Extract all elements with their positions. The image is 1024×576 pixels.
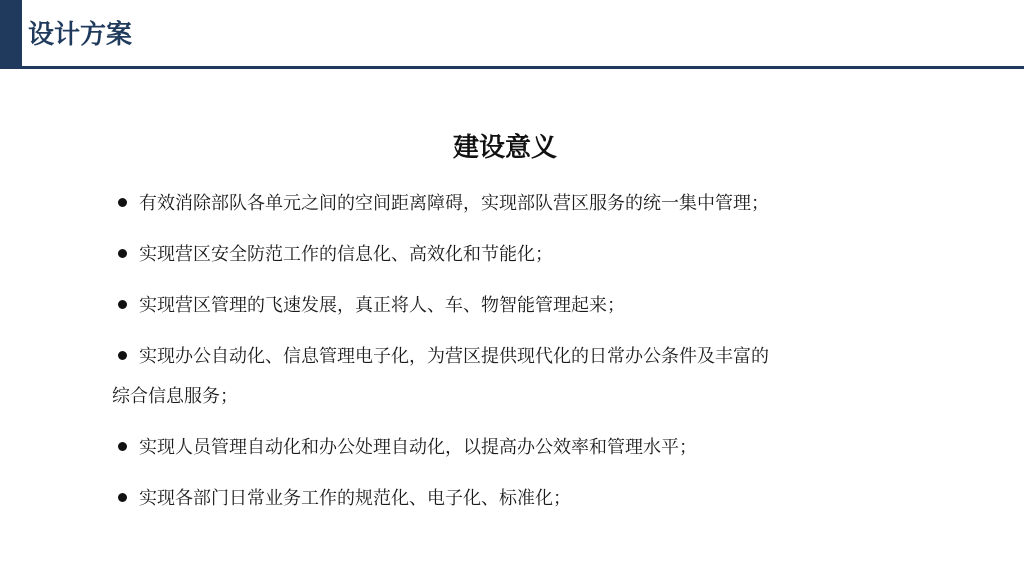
list-item <box>112 337 906 417</box>
bullet-dot-icon <box>118 493 127 502</box>
list-item-text: 实现办公自动化、信息管理电子化，为营区提供现代化的日常办公条件及丰富的 <box>139 346 769 367</box>
list-item <box>116 286 906 326</box>
bullet-list <box>112 184 906 530</box>
bullet-dot-icon <box>118 351 127 360</box>
list-item <box>116 479 906 519</box>
page-title: 设计方案 <box>28 20 133 50</box>
header-divider <box>22 66 1024 69</box>
list-item <box>116 235 906 275</box>
list-item-text: 实现营区安全防范工作的信息化、高效化和节能化； <box>139 244 553 265</box>
header-accent-bar <box>0 0 22 69</box>
list-item <box>116 428 906 468</box>
list-item-text: 实现营区管理的飞速发展，真正将人、车、物智能管理起来； <box>139 295 625 316</box>
list-item-text: 有效消除部队各单元之间的空间距离障碍，实现部队营区服务的统一集中管理； <box>139 193 769 214</box>
list-item-text: 实现各部门日常业务工作的规范化、电子化、标准化； <box>139 488 571 509</box>
list-item-continuation: 综合信息服务； <box>112 386 238 407</box>
bullet-dot-icon <box>118 442 127 451</box>
list-item <box>116 184 906 224</box>
bullet-dot-icon <box>118 198 127 207</box>
bullet-dot-icon <box>118 249 127 258</box>
list-item-text: 实现人员管理自动化和办公处理自动化，以提高办公效率和管理水平； <box>139 437 697 458</box>
bullet-dot-icon <box>118 300 127 309</box>
section-title: 建设意义 <box>452 133 557 163</box>
